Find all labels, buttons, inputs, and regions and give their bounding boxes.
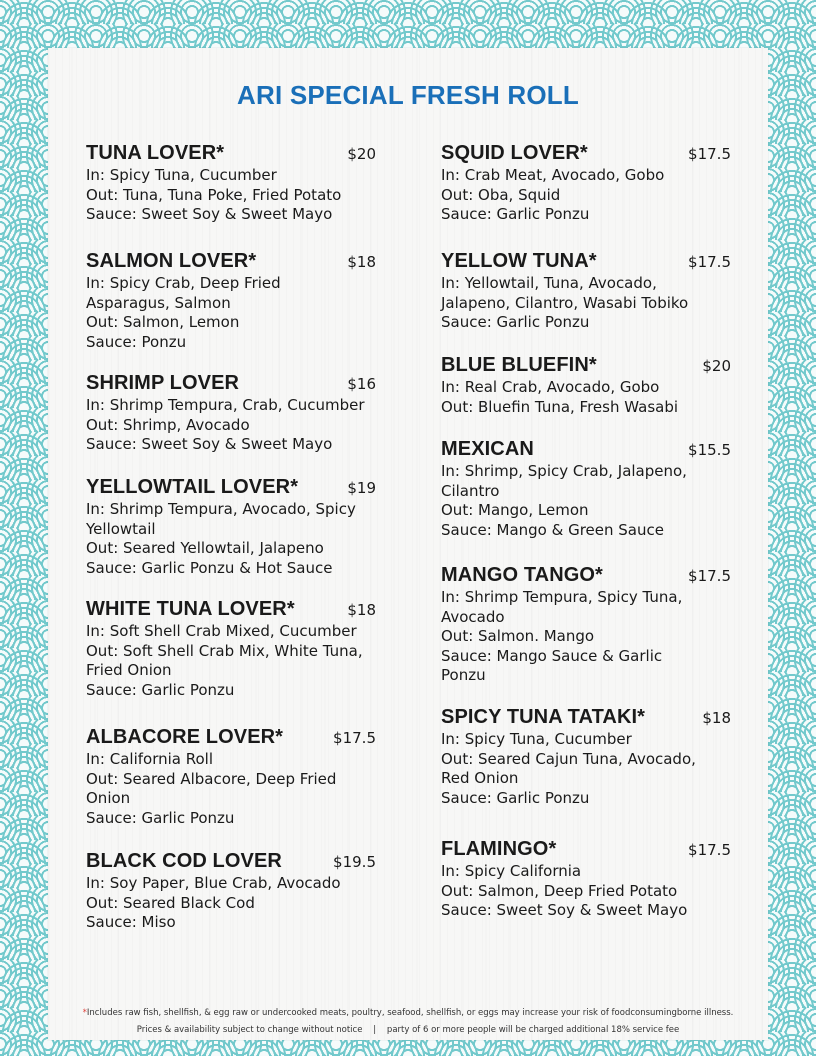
menu-item-header [86,598,376,622]
menu-item-name: BLACK COD LOVER [86,850,282,872]
menu-item-header [441,438,731,462]
menu-item-price: $20 [702,357,731,375]
menu-item-detail: Sauce: Sweet Soy & Sweet Mayo [441,901,688,919]
menu-item [86,142,376,225]
menu-item-detail: Out: Bluefin Tuna, Fresh Wasabi [441,397,679,416]
menu-item-name: ALBACORE LOVER* [86,726,284,748]
menu-item-detail: In: Soy Paper, Blue Crab, Avocado [86,874,341,892]
menu-item [441,142,731,225]
menu-item-detail: Out: Soft Shell Crab Mix, White Tuna, [86,641,363,660]
footnote-policy: Prices & availability subject to change without notice | party of 6 or more people will be charged additional 18% service fee [136,1025,680,1035]
menu-item-name: SPICY TUNA TATAKI* [441,706,646,728]
menu-item [441,354,731,417]
menu-item-detail: In: Spicy California [441,862,582,880]
menu-item-price: $19 [347,479,376,497]
menu-item-detail: Out: Oba, Squid [441,185,561,204]
menu-item-detail: Sauce: Garlic Ponzu [441,788,590,807]
menu-item-detail: Ponzu [441,666,486,684]
menu-item-detail: Sauce: Sweet Soy & Sweet Mayo [86,435,333,453]
menu-item [86,598,376,700]
menu-item-price: $19.5 [333,853,376,871]
menu-item-header [441,142,731,166]
menu-item-detail: In: Yellowtail, Tuna, Avocado, [441,274,657,292]
menu-item-price: $18 [347,601,376,619]
menu-item-detail: Asparagus, Salmon [86,293,231,312]
menu-item-detail: In: Shrimp Tempura, Avocado, Spicy [86,500,356,518]
menu-item-detail: In: Spicy Tuna, Cucumber [441,730,632,748]
menu-item-detail: Out: Seared Albacore, Deep Fried [86,769,337,788]
menu-item-detail: In: Real Crab, Avocado, Gobo [441,378,660,396]
menu-item-price: $16 [347,375,376,393]
menu-item-price: $18 [702,709,731,727]
menu-item-detail: Out: Seared Black Cod [86,893,255,912]
menu-item [441,838,731,921]
menu-item-header [86,726,376,750]
asterisk-mark: * [82,1008,87,1018]
menu-item [441,438,731,540]
menu-item-detail: Sauce: Miso [86,913,176,931]
footnote-allergy [0,1008,816,1018]
menu-item-header [441,838,731,862]
menu-item-detail: Cilantro [441,481,500,500]
menu-item-name: YELLOWTAIL LOVER* [86,476,299,498]
menu-item-detail: Sauce: Garlic Ponzu [441,205,590,223]
menu-item-detail: Sauce: Mango Sauce & Garlic [441,646,663,665]
menu-item-detail: In: California Roll [86,750,214,768]
menu-item-detail: Red Onion [441,769,519,787]
menu-item-detail: Sauce: Ponzu [86,332,187,351]
menu-item-name: SHRIMP LOVER [86,372,240,394]
menu-item-detail: Out: Salmon. Mango [441,627,595,645]
menu-item-header [441,354,731,378]
menu-item-header [86,476,376,500]
menu-item-name: SALMON LOVER* [86,250,257,272]
menu-item-detail: In: Crab Meat, Avocado, Gobo [441,166,665,184]
menu-item-header [441,706,731,730]
menu-item-price: $20 [347,145,376,163]
menu-item [86,476,376,578]
menu-item-name: SQUID LOVER* [441,142,588,164]
menu-item [441,564,731,686]
menu-item-detail: Out: Salmon, Lemon [86,313,240,331]
menu-item-header [441,564,731,588]
menu-item-detail: Out: Seared Yellowtail, Jalapeno [86,539,324,557]
menu-title: ARI SPECIAL FRESH ROLL [237,80,579,110]
menu-item-price: $18 [347,253,376,271]
menu-item-name: MANGO TANGO* [441,564,603,586]
menu-item-detail: Sauce: Garlic Ponzu [441,313,590,331]
menu-item-detail: Onion [86,789,131,807]
menu-item-detail: In: Spicy Tuna, Cucumber [86,166,277,184]
menu-item-detail: Out: Mango, Lemon [441,501,589,519]
menu-item [86,250,376,352]
menu-item [86,850,376,933]
menu-item-detail: Yellowtail [86,519,156,538]
menu-item [86,726,376,828]
menu-item-detail: Sauce: Garlic Ponzu [86,808,235,827]
menu-item-name: FLAMINGO* [441,838,557,860]
menu-item-name: WHITE TUNA LOVER* [86,598,295,620]
menu-item-detail: Fried Onion [86,661,172,679]
menu-item [441,250,731,333]
menu-item [86,372,376,455]
menu-item-header [86,250,376,274]
menu-item-detail: In: Shrimp, Spicy Crab, Jalapeno, [441,462,687,480]
menu-item-header [86,850,376,874]
menu-item-detail: In: Soft Shell Crab Mixed, Cucumber [86,622,357,640]
menu-item-header [441,250,731,274]
menu-item-price: $17.5 [688,145,731,163]
menu-item-detail: Jalapeno, Cilantro, Wasabi Tobiko [441,293,689,312]
menu-item-name: YELLOW TUNA* [441,250,597,272]
menu-item-detail: Out: Salmon, Deep Fried Potato [441,881,678,900]
menu-item-price: $17.5 [688,841,731,859]
menu-item-detail: In: Shrimp Tempura, Spicy Tuna, [441,588,683,606]
menu-item-detail: Out: Seared Cajun Tuna, Avocado, [441,749,696,768]
menu-item-detail: In: Shrimp Tempura, Crab, Cucumber [86,396,365,414]
menu-item-detail: In: Spicy Crab, Deep Fried [86,274,281,292]
footnote-allergy-text: Includes raw fish, shellfish, & egg raw or undercooked meats, poultry, seafood, shellfish, or eggs may increase your risk of foodconsumingborne illness. [86,1008,734,1018]
menu-item-name: BLUE BLUEFIN* [441,354,597,376]
menu-item-detail: Sauce: Garlic Ponzu & Hot Sauce [86,558,333,577]
menu-item [441,706,731,808]
menu-item-detail: Sauce: Sweet Soy & Sweet Mayo [86,205,333,223]
menu-item-detail: Out: Tuna, Tuna Poke, Fried Potato [86,185,342,204]
menu-item-detail: Sauce: Garlic Ponzu [86,680,235,699]
menu-item-detail: Avocado [441,607,505,626]
menu-item-price: $15.5 [688,441,731,459]
menu-item-detail: Sauce: Mango & Green Sauce [441,520,664,539]
menu-item-header [86,372,376,396]
menu-item-header [86,142,376,166]
menu-item-name: TUNA LOVER* [86,142,225,164]
menu-item-price: $17.5 [688,253,731,271]
menu-item-detail: Out: Shrimp, Avocado [86,415,250,434]
menu-item-name: MEXICAN [441,438,534,460]
menu-item-price: $17.5 [688,567,731,585]
menu-item-price: $17.5 [333,729,376,747]
